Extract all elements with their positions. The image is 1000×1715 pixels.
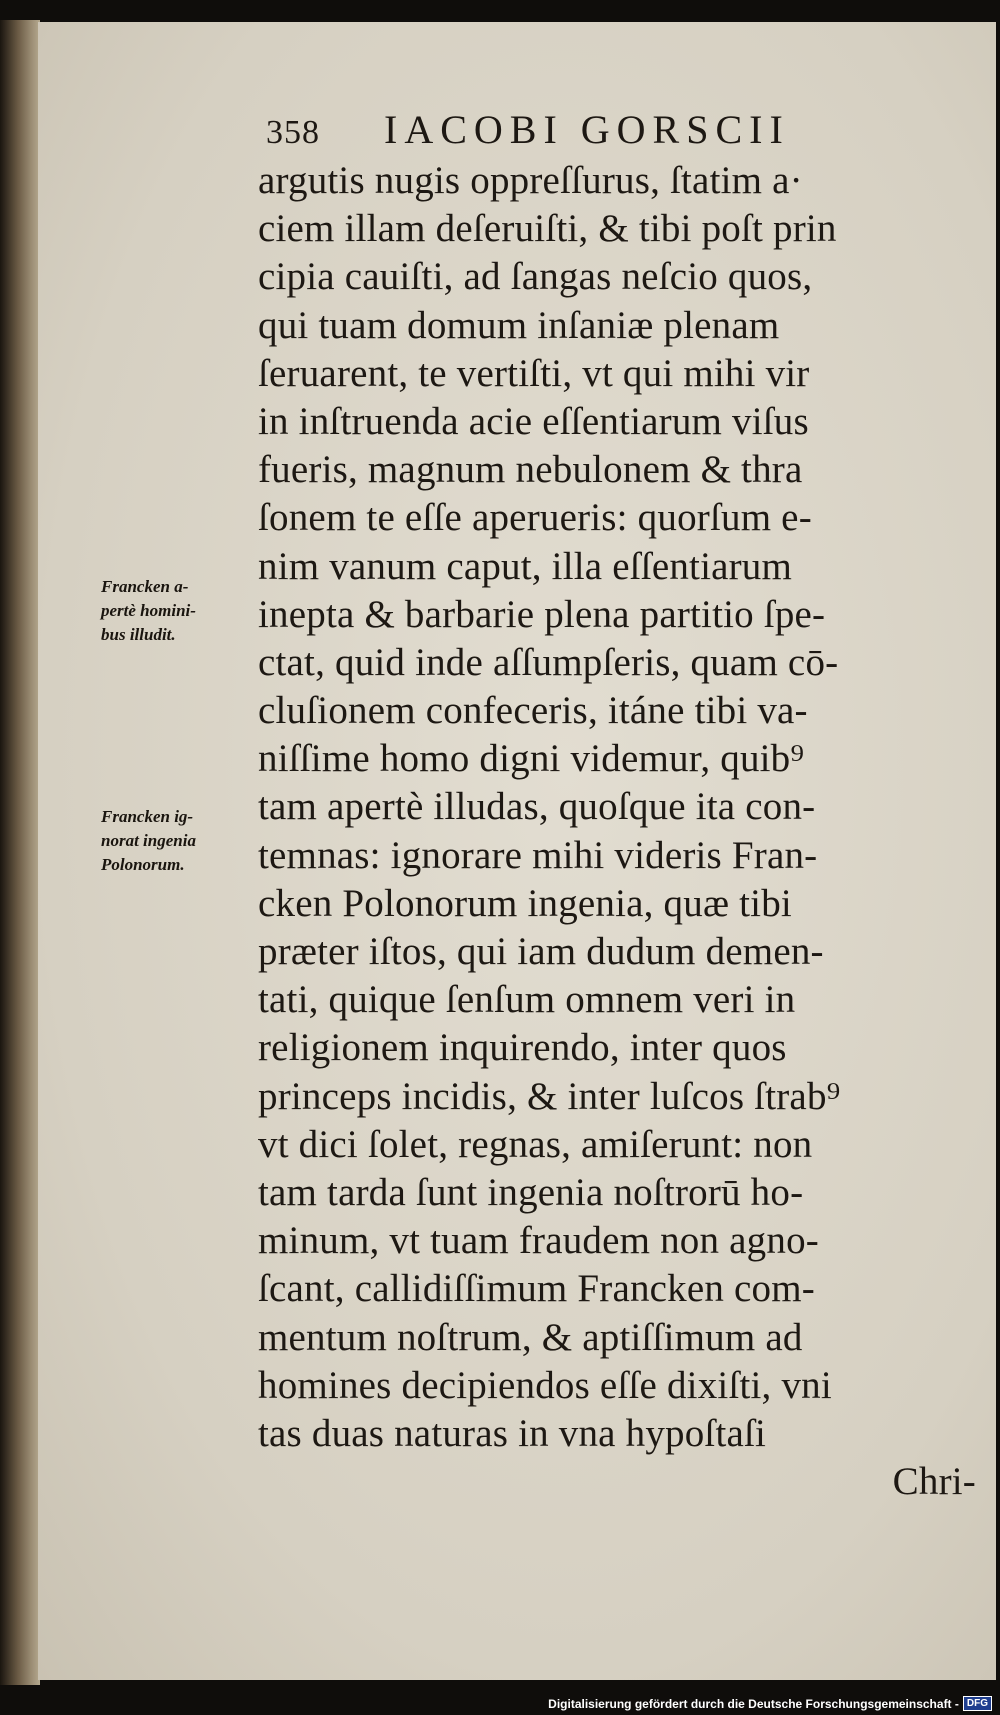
- text-line: temnas: ignorare mihi videris Fran-: [258, 833, 818, 877]
- text-line: fueris, magnum nebulonem & thra: [258, 448, 803, 492]
- running-title: IACOBI GORSCII: [384, 107, 790, 152]
- text-line: inepta & barbarie plena partitio ſpe-: [258, 592, 826, 636]
- text-line: ſonem te eſſe aperueris: quorſum e-: [258, 496, 812, 540]
- text-line: ciem illam deſeruiſti, & tibi poſt prin: [258, 207, 837, 251]
- page-number: 358: [266, 114, 320, 151]
- text-line: qui tuam domum inſaniæ plenam: [258, 303, 780, 347]
- dfg-logo-icon: DFG: [963, 1696, 992, 1711]
- margin-note-line: Francken a-: [101, 577, 189, 596]
- margin-note-line: bus illudit.: [101, 625, 176, 644]
- text-line: nim vanum caput, illa eſſentiarum: [258, 544, 793, 588]
- text-line: cken Polonorum ingenia, quæ tibi: [258, 881, 792, 925]
- book-binding-edge: [0, 20, 40, 1685]
- page-header: [266, 102, 906, 162]
- margin-note-line: pertè homini-: [101, 601, 196, 620]
- text-line: argutis nugis oppreſſurus, ſtatim a·: [258, 159, 803, 202]
- text-line: cipia cauiſti, ad ſangas neſcio quos,: [258, 255, 813, 299]
- text-line: minum, vt tuam fraudem non agno-: [258, 1219, 819, 1263]
- text-line: ctat, quid inde aſſumpſeris, quam cō-: [258, 640, 839, 684]
- text-line: princeps incidis, & inter luſcos ſtrab⁹: [258, 1074, 841, 1118]
- text-line: cluſionem confeceris, itáne tibi va-: [258, 689, 808, 733]
- digitization-footer: [548, 1696, 992, 1711]
- text-line: mentum noſtrum, & aptiſſimum ad: [258, 1315, 803, 1359]
- footer-text: Digitalisierung gefördert durch die Deutsche Forschungsgemeinschaft -: [548, 1696, 959, 1711]
- margin-note: [101, 575, 251, 647]
- text-line: homines decipiendos eſſe dixiſti, vni: [258, 1363, 832, 1407]
- text-line: ſeruarent, te vertiſti, vt qui mihi vir: [258, 351, 810, 395]
- text-line: tam tarda ſunt ingenia noſtrorū ho-: [258, 1170, 804, 1214]
- text-line: in inſtruenda acie eſſentiarum viſus: [258, 399, 809, 443]
- text-line: tas duas naturas in vna hypoſtaſi: [258, 1411, 767, 1455]
- text-line: vt dici ſolet, regnas, amiſerunt: non: [258, 1122, 813, 1166]
- text-line: tati, quique ſenſum omnem veri in: [258, 978, 796, 1022]
- margin-note: [101, 805, 251, 877]
- margin-note-line: Polonorum.: [101, 855, 185, 874]
- margin-note-line: Francken ig-: [101, 807, 194, 826]
- text-line: ſcant, callidiſſimum Francken com-: [258, 1267, 815, 1311]
- text-line: religionem inquirendo, inter quos: [258, 1026, 787, 1070]
- book-page: [38, 22, 996, 1680]
- text-line: tam apertè illudas, quoſque ita con-: [258, 785, 816, 829]
- catchword: Chri-: [892, 1460, 976, 1504]
- text-line: præter iſtos, qui iam dudum demen-: [258, 930, 824, 973]
- text-line: niſſime homo digni videmur, quib⁹: [258, 737, 805, 781]
- margin-note-line: norat ingenia: [101, 831, 196, 850]
- body-text: [258, 157, 988, 1506]
